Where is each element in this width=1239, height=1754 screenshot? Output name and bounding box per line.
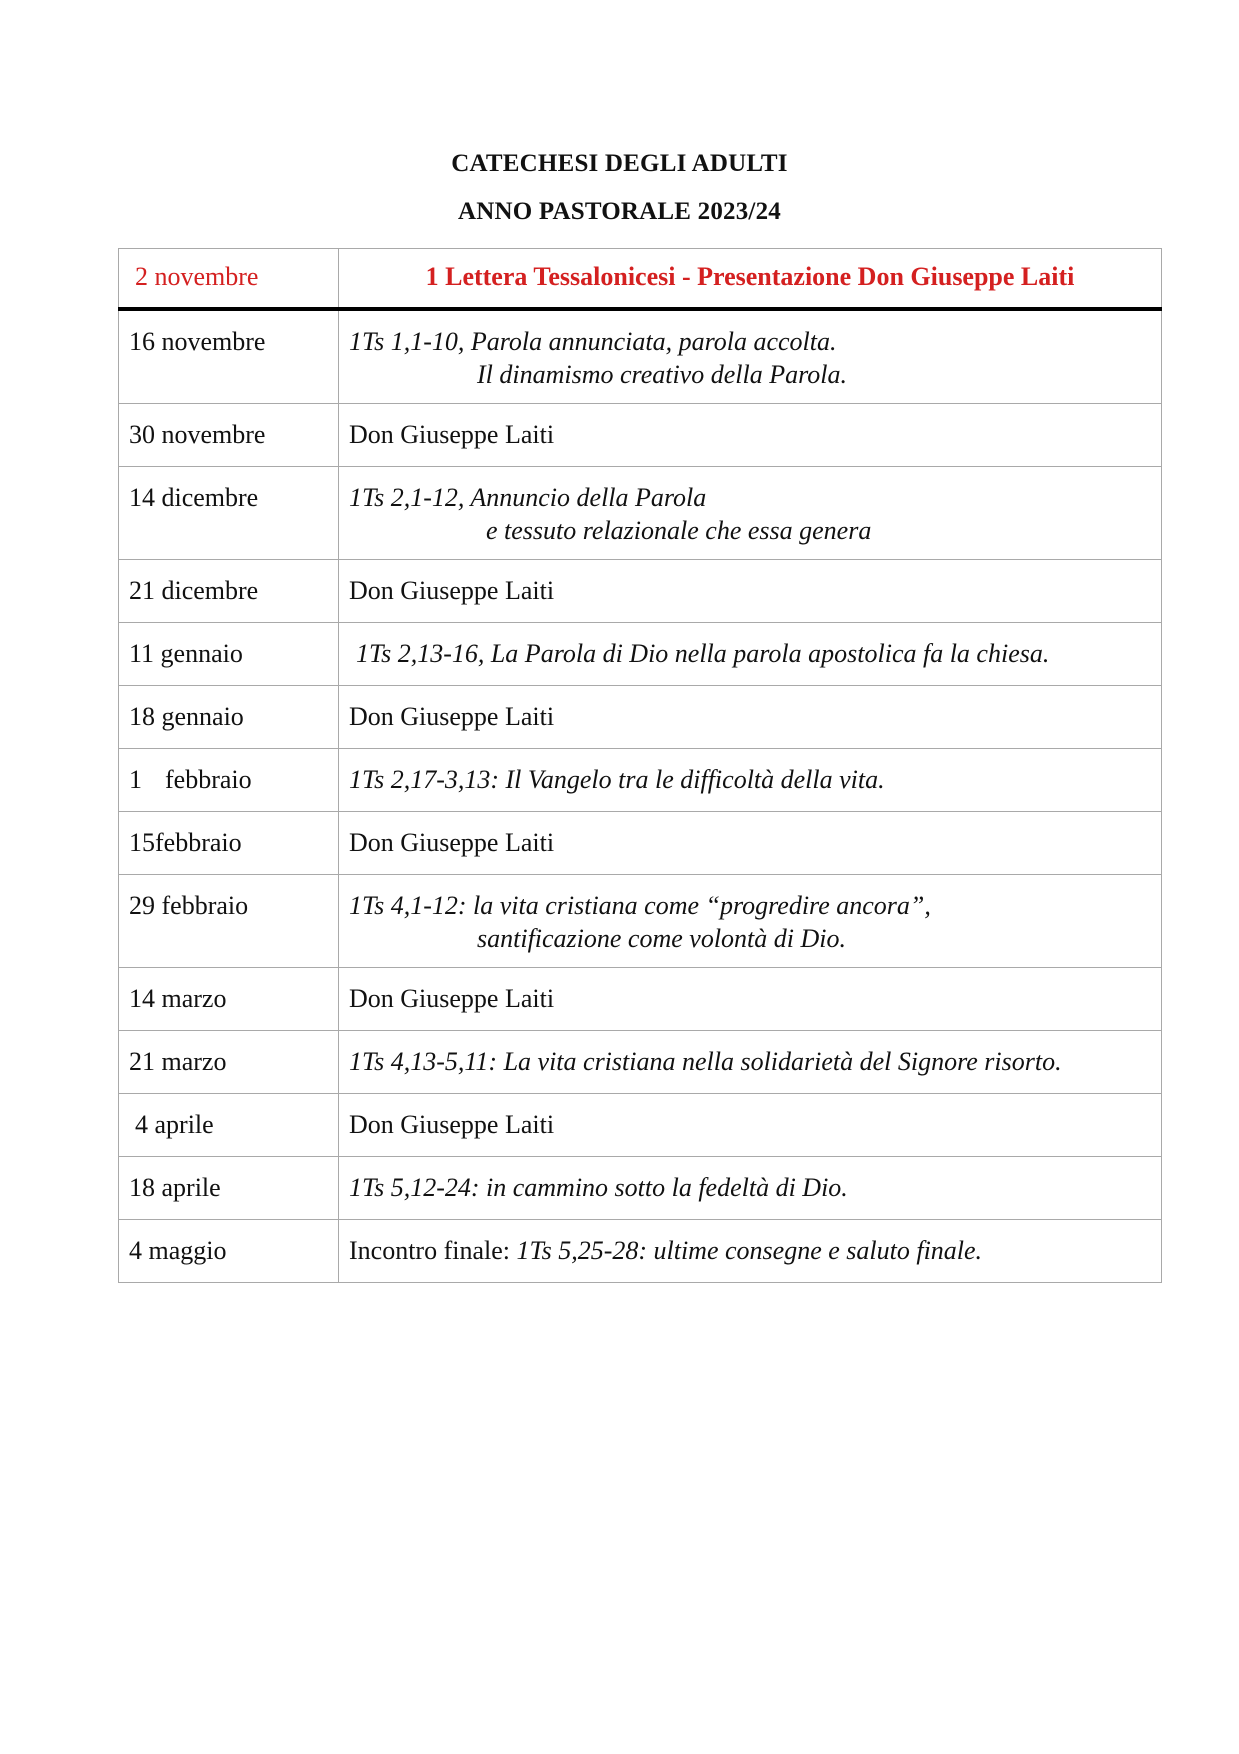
table-row xyxy=(119,968,1162,1031)
header-topic: 1 Lettera Tessalonicesi - Presentazione Don Giuseppe Laiti xyxy=(339,249,1162,310)
row-date: 18 gennaio xyxy=(119,686,339,749)
table-row xyxy=(119,309,1162,404)
topic-prefix: Incontro finale: xyxy=(349,1236,517,1265)
row-topic xyxy=(339,467,1162,560)
row-date xyxy=(119,1094,339,1157)
row-date-month: febbraio xyxy=(165,765,252,794)
topic-line-continued: santificazione come volontà di Dio. xyxy=(477,924,847,953)
row-date: 11 gennaio xyxy=(119,623,339,686)
table-row xyxy=(119,1031,1162,1094)
schedule-table xyxy=(118,248,1162,1283)
row-date: 21 marzo xyxy=(119,1031,339,1094)
row-date: 16 novembre xyxy=(119,309,339,404)
table-row xyxy=(119,467,1162,560)
table-row xyxy=(119,686,1162,749)
row-date: 30 novembre xyxy=(119,404,339,467)
table-row xyxy=(119,623,1162,686)
table-row xyxy=(119,1094,1162,1157)
row-topic xyxy=(339,1220,1162,1283)
row-date-day: 1 xyxy=(129,765,142,794)
row-date: 14 dicembre xyxy=(119,467,339,560)
topic-line: 1Ts 5,25-28: ultime consegne e saluto finale. xyxy=(516,1236,983,1265)
row-date: 4 maggio xyxy=(119,1220,339,1283)
row-speaker: Don Giuseppe Laiti xyxy=(339,560,1162,623)
table-row xyxy=(119,875,1162,968)
table-row xyxy=(119,1220,1162,1283)
row-speaker: Don Giuseppe Laiti xyxy=(339,404,1162,467)
row-date: 14 marzo xyxy=(119,968,339,1031)
row-speaker: Don Giuseppe Laiti xyxy=(339,812,1162,875)
row-topic xyxy=(339,309,1162,404)
row-topic: 1Ts 4,13-5,11: La vita cristiana nella solidarietà del Signore risorto. xyxy=(339,1031,1162,1094)
topic-line: 1Ts 4,1-12: la vita cristiana come “progredire ancora”, xyxy=(349,891,931,920)
table-row xyxy=(119,1157,1162,1220)
row-topic: 1Ts 5,12-24: in cammino sotto la fedeltà di Dio. xyxy=(339,1157,1162,1220)
schedule-header-row xyxy=(119,249,1162,310)
row-date: 29 febbraio xyxy=(119,875,339,968)
row-topic: 1Ts 2,17-3,13: Il Vangelo tra le difficoltà della vita. xyxy=(339,749,1162,812)
topic-line-continued: e tessuto relazionale che essa genera xyxy=(486,516,872,545)
topic-line-continued: Il dinamismo creativo della Parola. xyxy=(477,360,847,389)
topic-line: 1Ts 1,1-10, Parola annunciata, parola accolta. xyxy=(349,327,837,356)
row-date: 15febbraio xyxy=(119,812,339,875)
table-row xyxy=(119,812,1162,875)
row-date-text: 4 aprile xyxy=(135,1110,214,1139)
document-subtitle: ANNO PASTORALE 2023/24 xyxy=(458,198,781,225)
document-title: CATECHESI DEGLI ADULTI xyxy=(451,150,788,177)
topic-line: 1Ts 2,13-16, La Parola di Dio nella parola apostolica fa la chiesa. xyxy=(356,639,1050,668)
table-row xyxy=(119,560,1162,623)
topic-line: 1Ts 2,1-12, Annuncio della Parola xyxy=(349,483,707,512)
row-speaker: Don Giuseppe Laiti xyxy=(339,968,1162,1031)
row-speaker: Don Giuseppe Laiti xyxy=(339,1094,1162,1157)
row-date: 18 aprile xyxy=(119,1157,339,1220)
header-date: 2 novembre xyxy=(119,249,339,310)
row-topic xyxy=(339,623,1162,686)
row-topic xyxy=(339,875,1162,968)
row-date xyxy=(119,749,339,812)
table-row xyxy=(119,749,1162,812)
row-date: 21 dicembre xyxy=(119,560,339,623)
table-row xyxy=(119,404,1162,467)
row-speaker: Don Giuseppe Laiti xyxy=(339,686,1162,749)
